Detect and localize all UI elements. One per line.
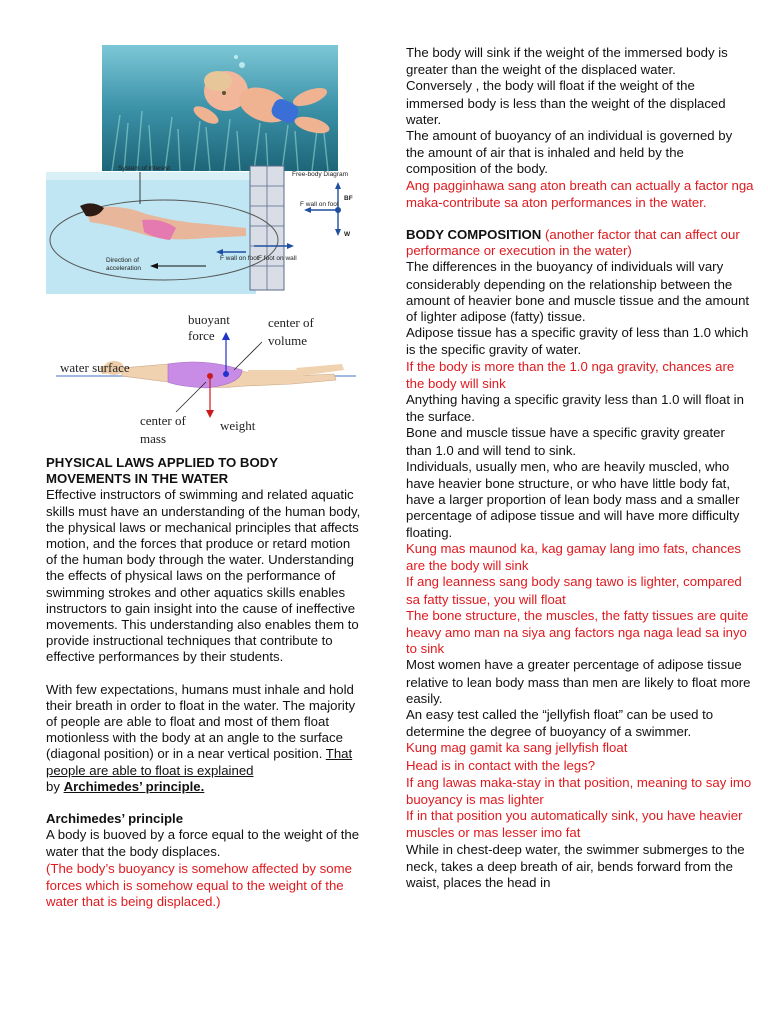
bullet-buoyancy-amount [406, 128, 754, 178]
composition-bullet-11 [406, 707, 754, 740]
composition-bullet-1 [406, 259, 754, 325]
composition-bullet-2 [406, 325, 754, 358]
body-composition-heading [406, 227, 754, 259]
composition-bullet-11-text: An easy test called the “jellyfish float” can be used to determine the degree of buoyancy of a swimmer. [406, 706, 714, 740]
direction-label-1: Direction of [106, 257, 139, 264]
float-paragraph-underlined: That people are able to float is explained [46, 746, 353, 778]
composition-bullet-8 [406, 574, 754, 607]
composition-bullet-4-text: Anything having a specific gravity less than 1.0 will float in the surface. [406, 392, 744, 425]
composition-bullet-12-text: Kung mag gamit ka sang jellyfish float [406, 740, 628, 756]
weight-label: weight [220, 418, 256, 433]
composition-bullet-13-text: Head is in contact with the legs? [406, 757, 596, 773]
section-heading-line-2: MOVEMENTS IN THE WATER [46, 471, 229, 487]
bf-label: BF [344, 195, 353, 202]
archimedes-bullet-2 [46, 861, 362, 911]
composition-bullet-16 [406, 842, 754, 892]
composition-bullet-9-text: The bone structure, the muscles, the fatty tissues are quite heavy amo man na siya ang factors nga naga lead sa inyo to sink [406, 607, 749, 657]
composition-bullet-14 [406, 775, 754, 808]
center-of-volume-label-2: volume [268, 333, 307, 348]
float-paragraph-by: by [46, 778, 64, 794]
bullet-float [406, 78, 754, 128]
free-body-diagram-figure [46, 162, 364, 294]
free-body-title: Free-body Diagram [292, 171, 348, 178]
composition-bullet-8-text: If ang leanness sang body sang tawo is lighter, compared sa fatty tissue, you will float [406, 574, 742, 607]
composition-bullet-4 [406, 392, 754, 425]
composition-bullet-6 [406, 459, 754, 541]
composition-bullet-15-text: If in that position you automatically sink, you have heavier muscles or mas lesser imo fat [406, 808, 743, 841]
composition-bullet-5 [406, 425, 754, 458]
floating-swimmer [100, 361, 344, 388]
f-wall-label-3: F foot on wall [258, 255, 297, 262]
composition-bullet-16-text: While in chest-deep water, the swimmer submerges to the neck, takes a deep breath of air, bends forward from the waist, places the head in [406, 841, 745, 890]
archimedes-heading: Archimedes’ principle [46, 811, 184, 827]
composition-bullet-1-text: The differences in the buoyancy of individuals will vary considerably depending on the relationship between the amount of heavier bone and muscle tissue and the amount of lighter adipose (fatty) tissue. [406, 259, 750, 325]
center-of-volume-label-1: center of [268, 315, 314, 330]
body-composition-title: BODY COMPOSITION [406, 227, 542, 243]
float-paragraph-text: With few expectations, humans must inhale and hold their breath in order to float in the water. The majority of people are able to float and most of them float motionless with the body at an angle to the surface (diagonal position) or in a near vertical position. [46, 681, 356, 762]
f-wall-label-1: F wall on foot [300, 201, 339, 208]
composition-bullet-13 [406, 758, 754, 775]
baby-swimming-photo [102, 45, 338, 171]
bullet-sink-text: The body will sink if the weight of the immersed body is greater than the weight of the displaced water. [406, 45, 728, 78]
intro-paragraph: Effective instructors of swimming and related aquatic skills must have an understanding of the human body, the physical laws or mechanical principles that affects motion, and the forces that produce or retard motion of the human body through the water. Understanding the effects of physical laws on the performance of swimming strokes and other aquatics skills enables instructors to gain insight into the cause of ineffective movements. This understanding also enables them to provide instructional techniques that contribute to effective performances by their students. [46, 487, 361, 665]
right-column [406, 45, 754, 891]
pool-wall [250, 166, 284, 290]
w-label: W [344, 231, 351, 238]
composition-bullet-14-text: If ang lawas maka-stay in that position, meaning to say imo buoyancy is mas lighter [406, 774, 752, 807]
direction-label-2: acceleration [106, 265, 142, 272]
water-surface-label: water surface [60, 360, 130, 375]
force-label: force [188, 328, 215, 343]
float-paragraph [46, 682, 362, 795]
composition-bullet-10 [406, 657, 754, 707]
archimedes-bullet-2-text: (The body’s buoyancy is somehow affected by some forces which is somehow equal to the weight of the water that is being displaced.) [46, 860, 352, 910]
system-of-interest-label: System of interest [118, 165, 171, 172]
body-composition-note: (another factor that can affect our performance or execution in the water) [406, 227, 740, 259]
buoyancy-diagram-figure [56, 308, 356, 448]
composition-bullet-5-text: Bone and muscle tissue have a specific gravity greater than 1.0 and will tend to sink. [406, 425, 725, 458]
composition-bullet-2-text: Adipose tissue has a specific gravity of less than 1.0 which is the specific gravity of water. [406, 325, 749, 358]
left-column [46, 455, 362, 910]
section-heading-line-1: PHYSICAL LAWS APPLIED TO BODY [46, 455, 279, 470]
archimedes-bullet-1 [46, 827, 362, 860]
composition-bullet-10-text: Most women have a greater percentage of adipose tissue relative to lean body mass than men are likely to float more easily. [406, 657, 751, 706]
f-wall-label-2: F wall on foot [220, 255, 259, 262]
center-of-mass-label-2: mass [140, 431, 166, 446]
archimedes-bullet-1-text: A body is buoved by a force equal to the weight of the water that the body displaces. [46, 827, 360, 860]
composition-bullet-9 [406, 608, 754, 658]
composition-bullet-7-text: Kung mas maunod ka, kag gamay lang imo fats, chances are the body will sink [406, 540, 741, 574]
archimedes-reference: Archimedes’ principle. [63, 778, 205, 794]
composition-bullet-3 [406, 359, 754, 392]
bullet-buoyancy-amount-text: The amount of buoyancy of an individual is governed by the amount of air that is inhaled and held by the composition of the body. [406, 128, 733, 177]
composition-bullet-15 [406, 808, 754, 841]
center-of-mass-label-1: center of [140, 413, 186, 428]
bullet-breath-note-text: Ang pagginhawa sang aton breath can actually a factor nga maka-contribute sa aton performances in the water. [406, 177, 754, 210]
buoyant-label: buoyant [188, 312, 230, 327]
bullet-breath-note [406, 178, 754, 211]
bullet-sink [406, 45, 754, 78]
composition-bullet-6-text: Individuals, usually men, who are heavily muscled, who have heavier bone structure, or who have little body fat, have a larger proportion of lean body mass and a smaller percentage of adipose tissue and will have more difficulty floating. [406, 458, 740, 540]
composition-bullet-7 [406, 541, 754, 574]
composition-bullet-3-text: If the body is more than the 1.0 nga gravity, chances are the body will sink [406, 358, 735, 391]
composition-bullet-12 [406, 740, 754, 757]
bullet-float-text: Conversely , the body will float if the weight of the immersed body is less than the weight of the displaced water. [406, 78, 726, 127]
